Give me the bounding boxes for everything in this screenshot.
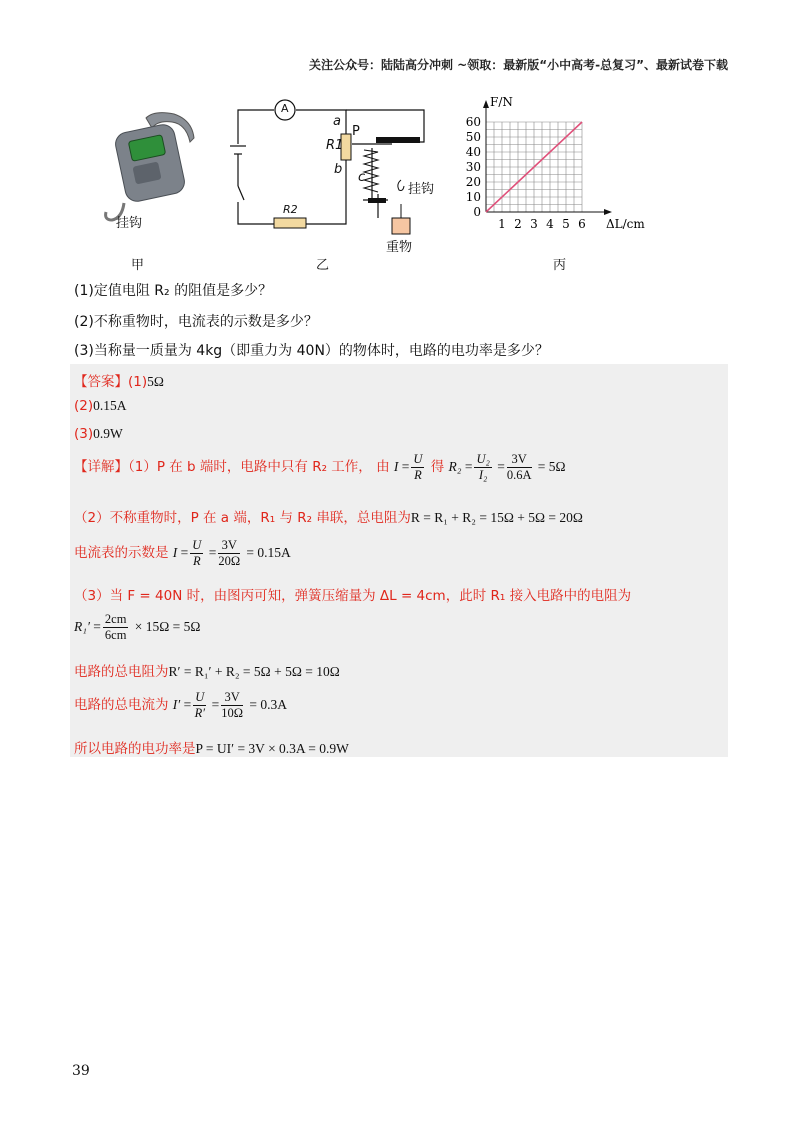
hook-label-yi: 挂钩 xyxy=(408,182,435,197)
x-tick-label: 1 xyxy=(498,217,506,231)
ammeter-label: A xyxy=(281,102,289,115)
detail-3-text: 电流表的示数是 xyxy=(74,545,169,561)
a-label: a xyxy=(333,114,341,129)
y-tick-label: 60 xyxy=(465,115,481,129)
detail-line-8 xyxy=(74,737,349,757)
origin-label: 0 xyxy=(473,205,481,219)
answer-3: 0.9W xyxy=(93,426,123,441)
detail-6-eq: R′ = R₁′ + R₂ = 5Ω + 5Ω = 10Ω xyxy=(168,664,340,679)
detail-label: 【详解】 xyxy=(74,459,128,475)
answer-1: 5Ω xyxy=(147,374,164,389)
r1-label: R1 xyxy=(326,138,344,153)
x-tick-label: 5 xyxy=(562,217,570,231)
x-tick-label: 2 xyxy=(514,217,522,231)
question-3: (3)当称量一质量为 4kg（即重力为 40N）的物体时，电路的电功率是多少？ xyxy=(74,343,549,359)
y-axis-arrow xyxy=(483,100,489,108)
detail-line-4: （3）当 F = 40N 时，由图丙可知，弹簧压缩量为 ΔL = 4cm，此时 R₁ 接入电路中的电阻为 xyxy=(74,588,632,604)
detail-line-2 xyxy=(74,506,583,526)
detail-line-5: R₁′ = $\frac{2cm}{6cm}$ × 15Ω = 5Ω xyxy=(74,612,201,642)
answer-1-num: (1) xyxy=(128,374,148,390)
detail-line-1: 【详解】（1）P 在 b 端时，电路中只有 R₂ 工作， 由 I = $\frac{U}{R}$ 得 R₂ = $\frac{\text{U₂}}{\text{I₂}}$ = $\frac{3V}{0.6A}$ = 5Ω xyxy=(74,452,566,482)
detail-line-6 xyxy=(74,660,340,680)
detail-7-text: 电路的总电流为 xyxy=(74,697,169,713)
x-axis-label: ΔL/cm xyxy=(606,217,645,231)
x-axis-arrow xyxy=(604,209,612,215)
detail-1-mid: 得 xyxy=(430,459,445,475)
caption-yi: 乙 xyxy=(316,258,330,273)
detail-1-eq: = 5Ω xyxy=(537,459,566,474)
y-tick-label: 40 xyxy=(465,145,481,159)
answer-label: 【答案】 xyxy=(74,374,128,390)
hook-label-jia: 挂钩 xyxy=(116,216,143,231)
question-1: (1)定值电阻 R₂ 的阻值是多少？ xyxy=(74,283,273,299)
x-tick-label: 4 xyxy=(546,217,554,231)
figures-row xyxy=(0,94,800,274)
y-tick-label: 10 xyxy=(465,190,481,204)
caption-bing: 丙 xyxy=(553,258,567,273)
detail-1-text: （1）P 在 b 端时，电路中只有 R₂ 工作， 由 xyxy=(128,459,390,475)
answer-2-num: (2) xyxy=(74,398,94,414)
c-label: c xyxy=(358,170,366,185)
detail-8-eq: P = UI′ = 3V × 0.3A = 0.9W xyxy=(195,741,349,756)
y-axis-label: F/N xyxy=(490,95,513,109)
x-tick-label: 3 xyxy=(530,217,538,231)
detail-line-3: 电流表的示数是 I = $\frac{U}{R}$ = $\frac{3V}{20\Omega}$ = 0.15A xyxy=(74,538,291,568)
question-2: (2)不称重物时，电流表的示数是多少？ xyxy=(74,314,318,330)
page-header: 关注公众号：陆陆高分冲刺 ~领取：最新版“小中高考-总复习”、最新试卷下载 xyxy=(309,58,728,72)
caption-jia: 甲 xyxy=(131,258,145,273)
answer-line-3 xyxy=(74,426,123,442)
detail-7-eq: = 0.3A xyxy=(249,697,287,712)
answer-3-num: (3) xyxy=(74,426,94,442)
detail-line-7: 电路的总电流为 I′ = $\frac{U}{R'}$ = $\frac{3V}{10\Omega}$ = 0.3A xyxy=(74,690,287,720)
detail-3-eq: = 0.15A xyxy=(246,545,291,560)
weight-label: 重物 xyxy=(386,240,413,255)
detail-5-eq: × 15Ω = 5Ω xyxy=(134,619,201,634)
b-label: b xyxy=(334,162,343,177)
y-tick-label: 20 xyxy=(465,175,481,189)
detail-2-eq: R = R₁ + R₂ = 15Ω + 5Ω = 20Ω xyxy=(410,510,583,525)
detail-2-text: （2）不称重物时，P 在 a 端，R₁ 与 R₂ 串联，总电阻为 xyxy=(74,510,411,526)
detail-8-text: 所以电路的电功率是 xyxy=(74,741,196,757)
page-number: 39 xyxy=(72,1063,90,1079)
answer-line-2 xyxy=(74,398,127,414)
answer-line-1 xyxy=(74,370,164,390)
y-tick-label: 30 xyxy=(465,160,481,174)
detail-6-text: 电路的总电阻为 xyxy=(74,664,169,680)
r2-label: R2 xyxy=(283,203,298,216)
answer-2: 0.15A xyxy=(93,398,127,413)
force-extension-chart xyxy=(450,94,645,244)
scale-photo xyxy=(94,108,204,228)
y-tick-label: 50 xyxy=(465,130,481,144)
p-label: P xyxy=(352,124,360,139)
x-tick-label: 6 xyxy=(578,217,586,231)
